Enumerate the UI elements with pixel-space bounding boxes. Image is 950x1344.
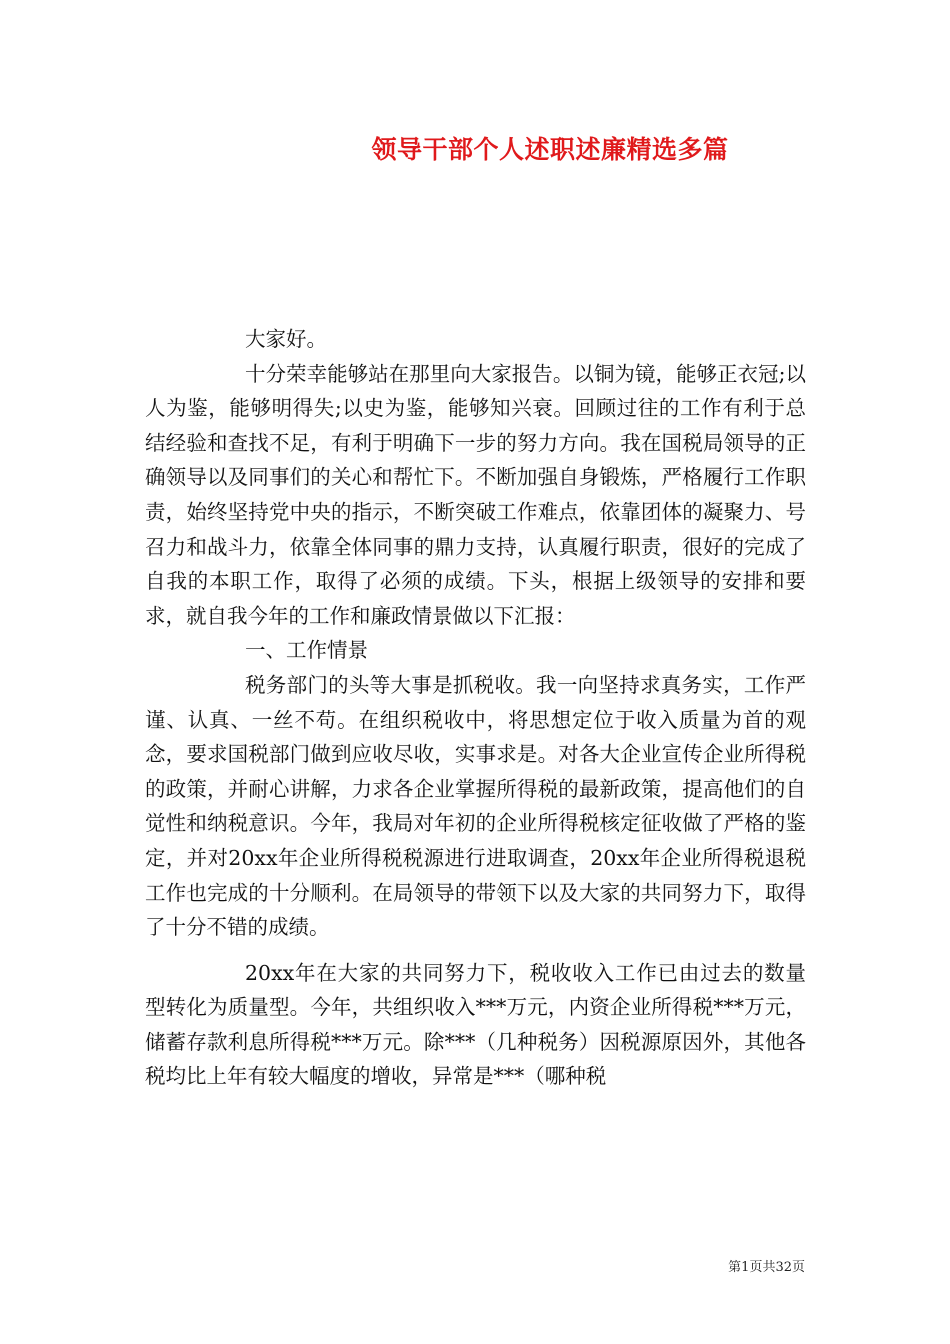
document-title: 领导干部个人述职述廉精选多篇 xyxy=(371,135,729,164)
section-heading-work: 一、工作情景 xyxy=(245,638,368,663)
tax-work-paragraph: 税务部门的头等大事是抓税收。我一向坚持求真务实，工作严谨、认真、一丝不苟。在组织税收中，将思想定位于收入质量为首的观念，要求国税部门做到应收尽收，实事求是。对各大企业宣传企业所得税的政策，并耐心讲解，力求各企业掌握所得税的最新政策，提高他们的自觉性和纳税意识。今年，我局对年初的企业所得税核定征收做了严格的鉴定，并对20xx年企业所得税税源进行进取调查，20xx年企业所得税退税工作也完成的十分顺利。在局领导的带领下以及大家的共同努力下，取得了十分不错的成绩。 xyxy=(145,672,806,940)
intro-paragraph: 十分荣幸能够站在那里向大家报告。以铜为镜，能够正衣冠;以人为鉴，能够明得失;以史为鉴，能够知兴衰。回顾过往的工作有利于总结经验和查找不足，有利于明确下一步的努力方向。我在国税局领导的正确领导以及同事们的关心和帮忙下。不断加强自身锻炼，严格履行工作职责，始终坚持党中央的指示，不断突破工作难点，依靠团体的凝聚力、号召力和战斗力，依靠全体同事的鼎力支持，认真履行职责，很好的完成了自我的本职工作，取得了必须的成绩。下头，根据上级领导的安排和要求，就自我今年的工作和廉政情景做以下汇报： xyxy=(145,361,806,628)
greeting-line: 大家好。 xyxy=(245,327,327,351)
page-number-footer: 第1页共32页 xyxy=(728,1260,805,1275)
document-body xyxy=(145,322,806,1094)
revenue-paragraph: 20xx年在大家的共同努力下，税收收入工作已由过去的数量型转化为质量型。今年，共组织收入***万元，内资企业所得税***万元，储蓄存款利息所得税***万元。除***（几种税务）因税源原因外，其他各税均比上年有较大幅度的增收，异常是***（哪种税 xyxy=(145,960,806,1089)
